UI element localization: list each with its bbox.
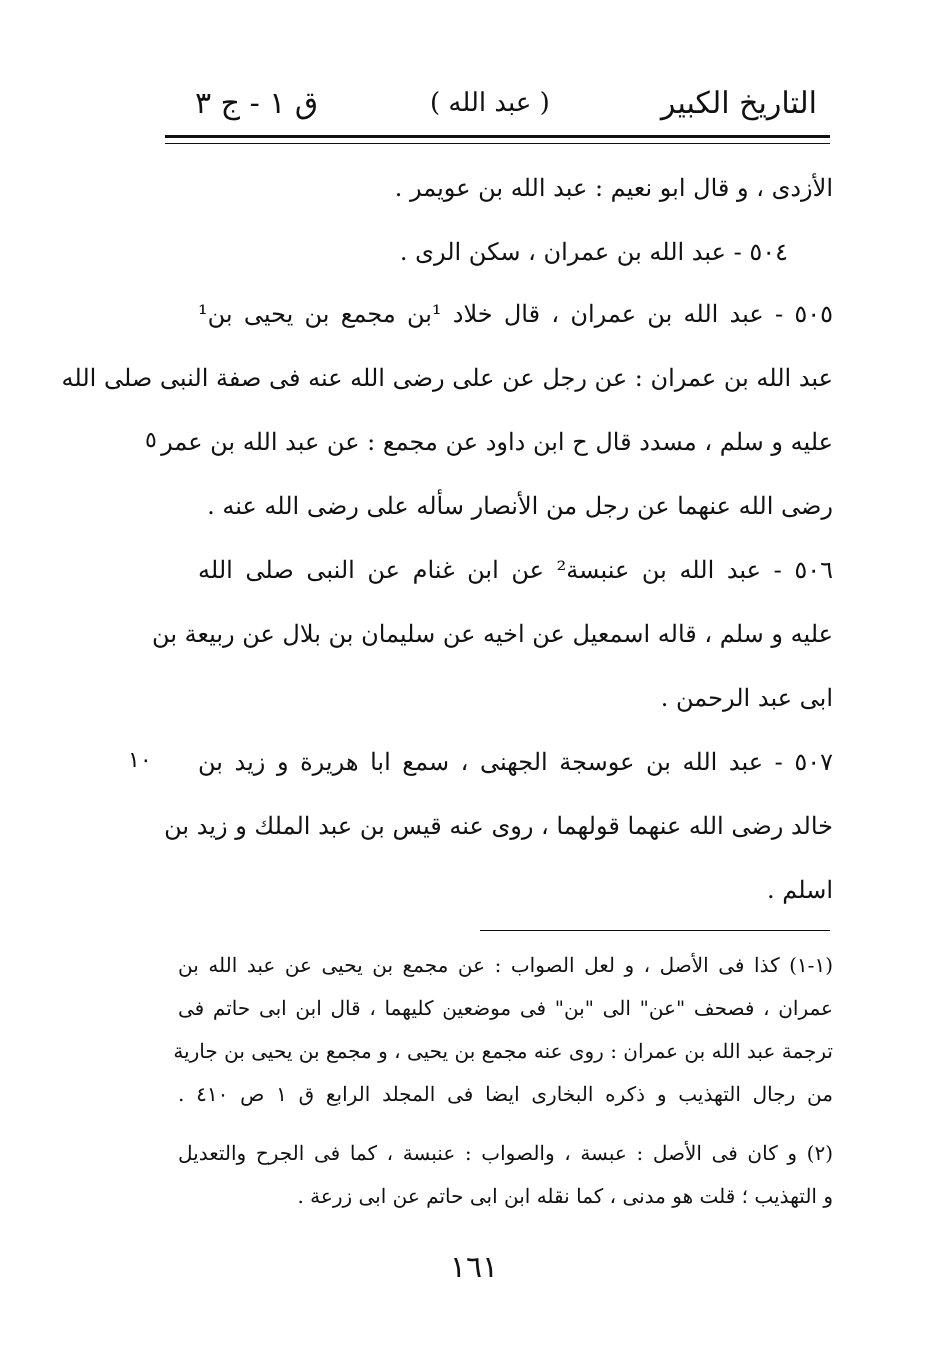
body-line: اسلم .: [767, 876, 833, 904]
margin-line-number: ٥: [145, 428, 157, 453]
body-line: الأزدی ، و قال ابو نعیم : عبد الله بن عویمر .: [394, 174, 833, 202]
entry-506: ٥٠٦ - عبد الله بن عنبسة² عن ابن غنام عن النبی صلی الله: [198, 556, 833, 584]
body-line: علیه و سلم ، قاله اسمعیل عن اخیه عن سلیمان بن بلال عن ربیعة بن: [152, 620, 833, 648]
body-line: خالد رضی الله عنهما قولهما ، روی عنه قیس بن عبد الملك و زید بن: [164, 812, 833, 840]
header-rule-thin: [165, 143, 830, 144]
book-title: التاريخ الكبير: [660, 86, 817, 121]
footnote-line: و التهذیب ؛ قلت هو مدنی ، کما نقله ابن ابی حاتم عن ابی زرعة .: [297, 1184, 833, 1208]
footnote-line: ترجمة عبد الله بن عمران : روی عنه مجمع بن یحیی ، و مجمع بن یحیی بن جاریة: [173, 1039, 833, 1063]
footnote-line: من رجال التهذیب و ذکره البخاری ایضا فی المجلد الرابع ق ١ ص ٤١٠ .: [178, 1082, 833, 1106]
running-header: [165, 76, 825, 126]
header-rule-thick: [165, 135, 830, 138]
volume-part: ق ١ - ج ٣: [195, 86, 319, 121]
body-line: ابی عبد الرحمن .: [660, 684, 833, 712]
body-line: علیه و سلم ، مسدد قال ح ابن داود عن مجمع : عن عبد الله بن عمر: [161, 428, 833, 456]
section-title: ( عبد الله ): [430, 88, 550, 118]
entry-505: ٥٠٥ - عبد الله بن عمران ، قال خلاد ¹بن مجمع بن یحیی بن¹: [198, 300, 833, 328]
footnote-rule: [480, 930, 830, 931]
footnote-line: (١-١) کذا فی الأصل ، و لعل الصواب : عن مجمع بن یحیی عن عبد الله بن: [178, 953, 833, 977]
margin-line-number: ١٠: [128, 748, 152, 773]
body-line: رضی الله عنهما عن رجل من الأنصار سأله علی رضی الله عنه .: [207, 492, 833, 520]
entry-507: ٥٠٧ - عبد الله بن عوسجة الجهنی ، سمع ابا هریرة و زید بن: [198, 748, 833, 776]
body-line: عبد الله بن عمران : عن رجل عن علی رضی الله عنه فی صفة النبی صلی الله: [61, 364, 833, 392]
page-number: ١٦١: [449, 1250, 499, 1285]
entry-504: ٥٠٤ - عبد الله بن عمران ، سکن الری .: [399, 238, 788, 266]
footnote-line: (٢) و کان فی الأصل : عبسة ، والصواب : عنبسة ، کما فی الجرح والتعدیل: [178, 1141, 833, 1165]
footnote-line: عمران ، فصحف "عن" الی "بن" فی موضعین کلیهما ، قال ابن ابی حاتم فی: [178, 996, 833, 1020]
